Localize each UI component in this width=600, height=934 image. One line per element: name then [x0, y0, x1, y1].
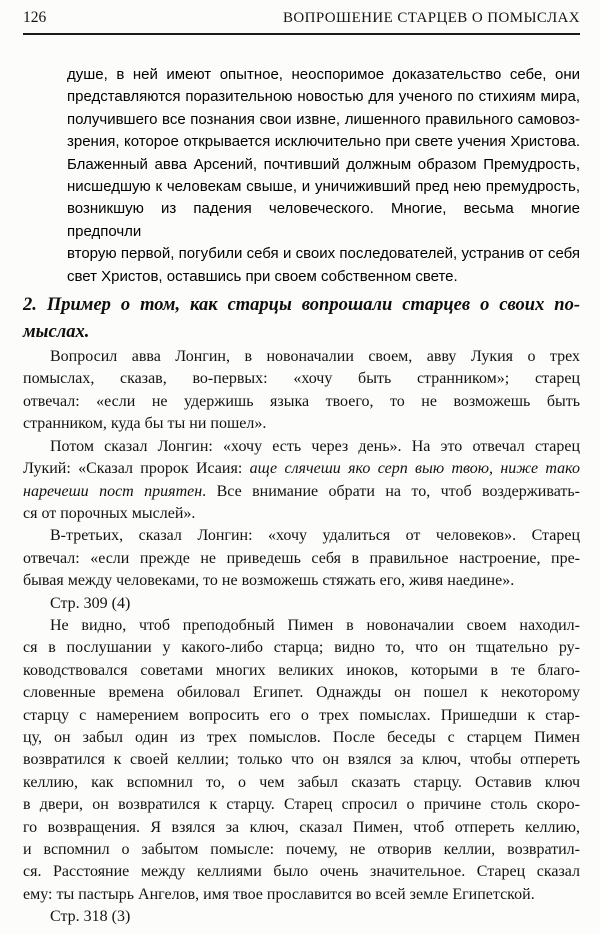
text-line: 2. Пример о том, как старцы вопрошали старцев о своих по- [23, 295, 580, 316]
text-line: Блаженный авва Арсений, почтивший должным образом Премудрость, [67, 155, 580, 173]
body-text [23, 346, 580, 929]
text-line: свет Христов, оставшись при своем собственном свете. [67, 267, 458, 285]
text-line: душе, в ней имеют опытное, неоспоримое доказательство себе, они [67, 66, 580, 83]
text-line: мыслах. [23, 322, 90, 343]
text-line: вторую первой, погубили себя и своих последователей, устранив от себя [67, 245, 580, 263]
text-line: получившего все познания свои извне, лишенного правильного самовоз- [67, 110, 580, 128]
text-line: возвратился к своей келлии; только что он взялся за ключ, чтобы отпереть [23, 751, 580, 769]
text-line: отвечал: «если прежде не приведешь себя в правильное настроение, пре- [23, 549, 580, 567]
text-line: Лукий: «Сказал пророк Исаия: аще слячеши яко серп выю твою, ниже тако [23, 460, 580, 478]
text-line: В-третьих, сказал Лонгин: «хочу удалиться от человеков». Старец [50, 527, 580, 545]
quote-block [67, 64, 580, 288]
text-line: Стр. 318 (3) [50, 908, 131, 926]
text-line: возникшую из падения человеческого. Многие, весьма многие предпочли [67, 200, 580, 240]
text-line: отвечал: «если не удержишь языка твоего, то не возможешь быть [23, 392, 580, 410]
text-line: ся от порочных мыслей». [23, 504, 196, 522]
page-number: 126 [23, 9, 47, 26]
text-line: зрения, которое открывается исключительно при свете учения Христова. [67, 133, 580, 151]
text-line: словенные времена обиловал Египет. Однажды он пошел к некоторому [23, 684, 580, 702]
paragraph [23, 346, 580, 436]
text-line: нисшедшую к человекам свыше, и уничиживший пред нею премудрость, [67, 178, 580, 196]
paragraph [23, 615, 580, 906]
running-title: ВОПРОШЕНИЕ СТАРЦЕВ О ПОМЫСЛАХ [283, 10, 580, 26]
text-line: наречеши пост приятен. Все внимание обрати на то, чтоб воздерживать- [23, 482, 580, 500]
text-line: ему: ты пастырь Ангелов, имя твое прославится во всей земле Египетской. [23, 885, 535, 903]
text-line: келлию, как вспомнил то, о чем забыл сказать старцу. Оставив ключ [23, 773, 580, 791]
text-line: в двери, он возвратился к старцу. Старец спросил о причине столь скоро- [23, 796, 580, 814]
text-line: Потом сказал Лонгин: «хочу есть через день». На это отвечал старец [50, 437, 580, 455]
page-reference [23, 593, 580, 615]
text-line: ководствовался советами многих великих иноков, которыми в те благо- [23, 661, 580, 679]
text-line: Вопросил авва Лонгин, в новоначалии своем, авву Лукия о трех [50, 348, 580, 366]
text-line: цу, он забыл один из трех помыслов. После беседы с старцем Пимен [23, 728, 580, 746]
text-line: старцу с намерением вопросить его о трех помыслах. Пришедши к стар- [23, 706, 580, 724]
paragraph [23, 436, 580, 526]
page-reference [23, 906, 580, 928]
text-line: бывая между человеками, то не возможешь стяжать его, живя наедине». [23, 572, 515, 590]
text-line: и вспомнил о забытом помысле: почему, не отворив келлии, возвратил- [23, 841, 580, 858]
page-header [23, 8, 580, 35]
section-heading [23, 292, 580, 346]
text-line: Стр. 309 (4) [50, 594, 131, 612]
text-line: ся в послушании у какого-либо старца; видно то, что он тщательно ру- [23, 639, 580, 657]
text-line: Не видно, чтоб преподобный Пимен в новоначалии своем находил- [50, 616, 580, 634]
text-line: странником, куда бы ты ни пошел». [23, 415, 267, 433]
text-line: представляются поразительною новостью для ученого по стихиям мира, [67, 88, 580, 106]
text-line: го возвращения. Я взялся за ключ, сказал Пимен, чтоб отпереть келлию, [23, 818, 580, 836]
text-line: помыслах, сказав, во-первых: «хочу быть странником»; старец [23, 370, 580, 388]
paragraph [23, 525, 580, 592]
text-line: ся. Расстояние между келлиями было очень значительное. Старец сказал [23, 863, 580, 881]
